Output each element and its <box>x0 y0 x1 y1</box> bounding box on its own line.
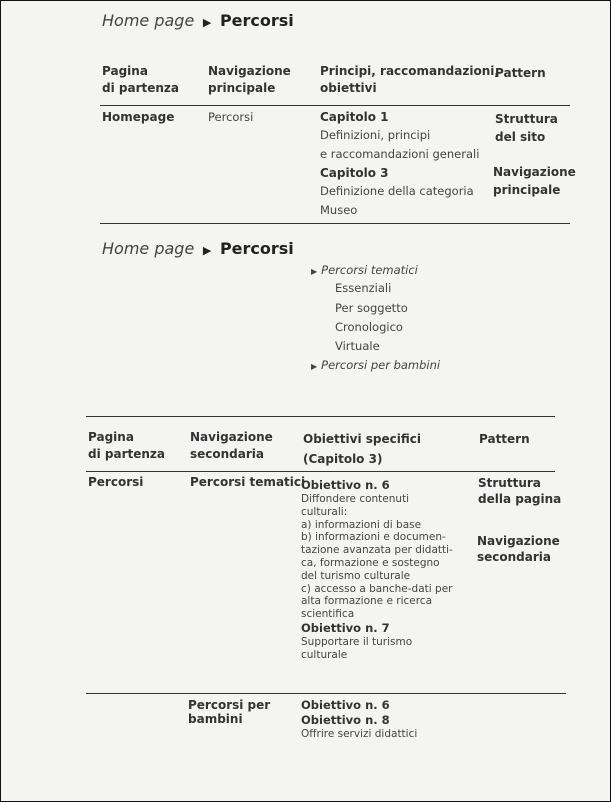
t2-pattern-structure: Struttura della pagina <box>478 476 562 506</box>
t2-objective6-line: a) informazioni di base <box>301 518 422 531</box>
t2-row2-objective8-title: Obiettivo n. 8 <box>301 713 390 727</box>
t2-objective6-line: del turismo culturale <box>301 569 411 582</box>
menu-group-children[interactable] <box>311 358 440 372</box>
t2-objective6-text <box>301 493 453 621</box>
menu-item-essenziali[interactable]: Essenziali <box>335 281 392 295</box>
breadcrumb-home: Home page <box>102 11 195 30</box>
t1-chapter1-title: Capitolo 1 <box>320 110 389 124</box>
t1-chapter3-line: Museo <box>320 203 358 217</box>
t2-row-rule <box>86 693 566 694</box>
breadcrumb-home: Home page <box>102 239 195 258</box>
t1-chapter3-title: Capitolo 3 <box>320 166 389 180</box>
triangle-right-icon: ▶ <box>311 267 318 276</box>
t1-header-navigation: Navigazione principale <box>208 64 291 95</box>
menu-item-per-soggetto[interactable]: Per soggetto <box>335 301 408 315</box>
t2-objective6-line: ca, formazione e sostegno <box>301 556 440 569</box>
t1-chapter1-line: Definizioni, principi <box>320 128 431 142</box>
t2-pattern-navigation: Navigazione secondaria <box>477 534 560 564</box>
t1-chapter1-text <box>320 126 479 164</box>
t2-objectives-cell <box>301 478 453 662</box>
t2-objective7-line: culturale <box>301 648 348 661</box>
t2-row2-objectives <box>301 698 417 741</box>
menu-group-thematic[interactable] <box>311 263 418 277</box>
t1-start-page: Homepage <box>102 110 175 124</box>
t1-pattern-navigation: Navigazione principale <box>493 165 576 197</box>
menu-item-cronologico[interactable]: Cronologico <box>335 320 403 334</box>
menu-group-label: Percorsi tematici <box>321 263 418 277</box>
t2-header-rule <box>86 471 555 472</box>
t2-start-page: Percorsi <box>88 475 144 489</box>
t2-objective6-line: c) accesso a banche-dati per <box>301 582 453 595</box>
t2-header-pattern: Pattern <box>479 432 530 446</box>
chevron-right-icon: ▶ <box>199 16 215 29</box>
t2-navigation: Percorsi tematici <box>190 475 306 489</box>
menu-group-label: Percorsi per bambini <box>321 358 441 372</box>
t2-objective6-line: Diffondere contenuti <box>301 493 410 505</box>
t2-objective7-title: Obiettivo n. 7 <box>301 620 390 635</box>
t2-objective6-line: scientifica <box>301 608 355 621</box>
t1-header-rule <box>100 105 570 106</box>
t2-objective6-line: b) informazioni e documen- <box>301 531 446 544</box>
t2-objective6-line: tazione avanzata per didatti- <box>301 544 453 557</box>
t2-top-rule <box>86 416 555 417</box>
t2-objective7-text <box>301 636 453 662</box>
t1-bottom-rule <box>100 223 570 224</box>
t1-chapter3-text <box>320 182 479 220</box>
breadcrumb-top <box>102 11 294 30</box>
triangle-right-icon: ▶ <box>311 362 318 371</box>
t1-principles-cell <box>320 108 479 220</box>
t2-row2-navigation: Percorsi per bambini <box>188 698 271 726</box>
t2-objective6-line: alta formazione e ricerca <box>301 595 433 608</box>
t1-chapter3-line: Definizione della categoria <box>320 184 474 198</box>
t1-chapter1-line: e raccomandazioni generali <box>320 147 480 161</box>
t2-header-navigation: Navigazione secondaria <box>190 430 273 461</box>
t2-objective6-line: culturali: <box>301 505 348 518</box>
chevron-right-icon: ▶ <box>199 244 215 257</box>
t1-pattern-structure: Struttura del sito <box>495 112 558 144</box>
t2-objective7-line: Supportare il turismo <box>301 635 413 648</box>
breadcrumb-current: Percorsi <box>219 11 294 30</box>
t1-header-principles: Principi, raccomandazioni, obiettivi <box>320 64 499 95</box>
t2-header-start-page: Pagina di partenza <box>88 430 165 461</box>
menu-item-virtuale[interactable]: Virtuale <box>335 339 380 353</box>
t2-row2-objective8-text: Offrire servizi didattici <box>301 728 418 740</box>
t2-header-objectives: Obiettivi specifici (Capitolo 3) <box>303 432 421 466</box>
t2-row2-objective6-title: Obiettivo n. 6 <box>301 698 390 712</box>
breadcrumb-middle <box>102 239 294 258</box>
t1-header-start-page: Pagina di partenza <box>102 64 179 95</box>
breadcrumb-current: Percorsi <box>219 239 294 258</box>
t2-objective6-title: Obiettivo n. 6 <box>301 478 390 492</box>
t1-header-pattern: Pattern <box>495 66 546 80</box>
t1-navigation: Percorsi <box>208 110 254 124</box>
